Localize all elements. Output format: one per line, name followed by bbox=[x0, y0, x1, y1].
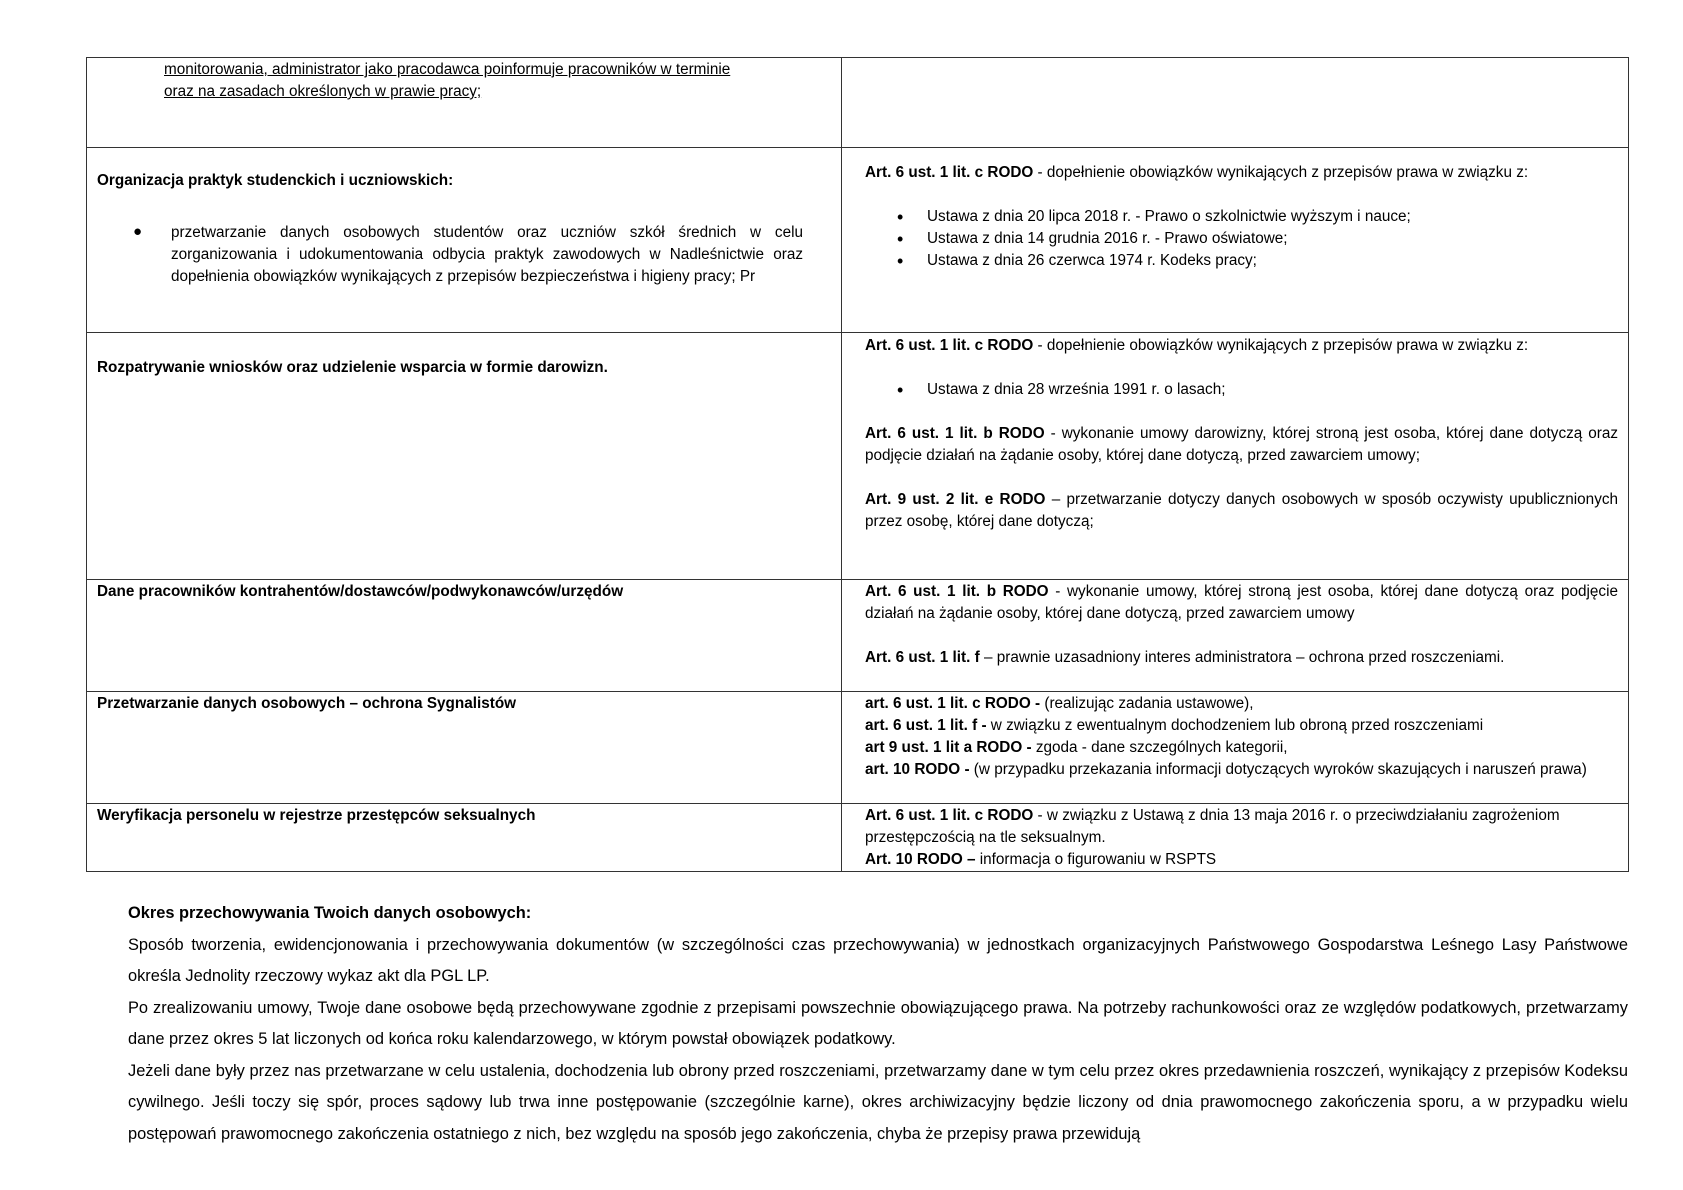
legal-basis-line: Art. 10 RODO – informacja o figurowaniu w RSPTS bbox=[865, 851, 1217, 868]
purpose-heading: Przetwarzanie danych osobowych – ochrona Sygnalistów bbox=[97, 695, 517, 712]
purpose-cell bbox=[87, 580, 842, 692]
table-row bbox=[87, 580, 1629, 692]
legal-basis-intro: Art. 6 ust. 1 lit. c RODO - dopełnienie obowiązków wynikających z przepisów prawa w związku z: bbox=[865, 164, 1529, 181]
legal-basis-cell bbox=[842, 804, 1629, 872]
legal-basis-line: art. 6 ust. 1 lit. c RODO - (realizując zadania ustawowe), bbox=[865, 695, 1254, 712]
legal-basis-cell bbox=[842, 580, 1629, 692]
legal-basis-cell bbox=[842, 148, 1629, 333]
statute-item: • Ustawa z dnia 26 czerwca 1974 r. Kodeks pracy; bbox=[865, 250, 1618, 272]
table-row bbox=[87, 148, 1629, 333]
legal-basis-line: art. 10 RODO - (w przypadku przekazania informacji dotyczących wyroków skazujących i naruszeń prawa) bbox=[865, 761, 1587, 778]
purpose-cell bbox=[87, 148, 842, 333]
purpose-cell bbox=[87, 804, 842, 872]
legal-basis-line: Art. 6 ust. 1 lit. c RODO - w związku z Ustawą z dnia 13 maja 2016 r. o przeciwdziałaniu zagrożeniom przestępczością na tle seksualnym. bbox=[865, 807, 1560, 846]
purpose-cell bbox=[87, 58, 842, 148]
legal-basis-cell bbox=[842, 58, 1629, 148]
retention-heading: Okres przechowywania Twoich danych osobowych: bbox=[128, 904, 532, 922]
legal-basis-line: art. 6 ust. 1 lit. f - w związku z ewentualnym dochodzeniem lub obroną przed roszczeniami bbox=[865, 717, 1484, 734]
legal-basis-paragraph: Art. 6 ust. 1 lit. b RODO - wykonanie umowy darowizny, której stroną jest osoba, której dane dotyczą oraz podjęcie działań na żądanie osoby, której dane dotyczą, przed zawarciem umowy; bbox=[865, 425, 1618, 464]
retention-paragraph: Jeżeli dane były przez nas przetwarzane w celu ustalenia, dochodzenia lub obrony przed roszczeniami, przetwarzamy dane w tym celu przez okres przedawnienia roszczeń, wynikający z przepisów Kodeksu cywilnego. Jeśli toczy się spór, proces sądowy lub trwa inne postępowanie (szczególnie karne), okres archiwizacyjny będzie liczony od dnia prawomocnego zakończenia sporu, a w przypadku wielu postępowań prawomocnego zakończenia ostatniego z nich, bez względu na sposób jego zakończenia, chyba że przepisy prawa przewidują bbox=[128, 1061, 1628, 1143]
purpose-heading: Organizacja praktyk studenckich i uczniowskich: bbox=[97, 172, 454, 189]
legal-basis-cell bbox=[842, 692, 1629, 804]
purposes-table bbox=[86, 57, 1629, 872]
purpose-heading: Weryfikacja personelu w rejestrze przestępców seksualnych bbox=[97, 807, 536, 824]
retention-section bbox=[128, 898, 1628, 1150]
statute-item: • Ustawa z dnia 28 września 1991 r. o lasach; bbox=[865, 379, 1618, 401]
table-row bbox=[87, 804, 1629, 872]
legal-basis-cell bbox=[842, 333, 1629, 580]
statute-item: • Ustawa z dnia 14 grudnia 2016 r. - Prawo oświatowe; bbox=[865, 228, 1618, 250]
purpose-bullet: ● przetwarzanie danych osobowych studentów oraz uczniów szkół średnich w celu zorganizowania i udokumentowania odbycia praktyk zawodowych w Nadleśnictwie oraz dopełnienia obowiązków wynikających z przepisów bezpieczeństwa i higieny pracy; Pr bbox=[97, 222, 803, 288]
statute-item: • Ustawa z dnia 20 lipca 2018 r. - Prawo o szkolnictwie wyższym i nauce; bbox=[865, 206, 1618, 228]
purpose-heading: Dane pracowników kontrahentów/dostawców/podwykonawców/urzędów bbox=[97, 583, 624, 600]
table-row bbox=[87, 333, 1629, 580]
retention-paragraph: Sposób tworzenia, ewidencjonowania i przechowywania dokumentów (w szczególności czas przechowywania) w jednostkach organizacyjnych Państwowego Gospodarstwa Leśnego Lasy Państwowe określa Jednolity rzeczowy wykaz akt dla PGL LP. bbox=[128, 935, 1628, 985]
legal-basis-line: art 9 ust. 1 lit a RODO - zgoda - dane szczególnych kategorii, bbox=[865, 739, 1288, 756]
legal-basis-paragraph: Art. 6 ust. 1 lit. f – prawnie uzasadniony interes administratora – ochrona przed roszczeniami. bbox=[865, 649, 1505, 666]
legal-basis-text bbox=[842, 58, 1628, 60]
table-row bbox=[87, 58, 1629, 148]
purpose-text-line: monitorowania, administrator jako pracodawca poinformuje pracowników w terminie bbox=[164, 61, 731, 78]
purpose-cell bbox=[87, 333, 842, 580]
table-row bbox=[87, 692, 1629, 804]
purpose-cell bbox=[87, 692, 842, 804]
purpose-text-line: oraz na zasadach określonych w prawie pracy; bbox=[164, 83, 482, 100]
legal-basis-paragraph: Art. 6 ust. 1 lit. b RODO - wykonanie umowy, której stroną jest osoba, której dane dotyczą oraz podjęcie działań na żądanie osoby, której dane dotyczą, przed zawarciem umowy bbox=[865, 583, 1618, 622]
legal-basis-paragraph: Art. 9 ust. 2 lit. e RODO – przetwarzanie dotyczy danych osobowych w sposób oczywisty upublicznionych przez osobę, której dane dotyczą; bbox=[865, 491, 1618, 530]
retention-paragraph: Po zrealizowaniu umowy, Twoje dane osobowe będą przechowywane zgodnie z przepisami powszechnie obowiązującego prawa. Na potrzeby rachunkowości oraz ze względów podatkowych, przetwarzamy dane przez okres 5 lat liczonych od końca roku kalendarzowego, w którym powstał obowiązek podatkowy. bbox=[128, 998, 1628, 1048]
statute-list bbox=[865, 379, 1618, 401]
legal-basis-intro: Art. 6 ust. 1 lit. c RODO - dopełnienie obowiązków wynikających z przepisów prawa w związku z: bbox=[865, 337, 1529, 354]
statute-list bbox=[865, 206, 1618, 272]
purpose-heading: Rozpatrywanie wniosków oraz udzielenie wsparcia w formie darowizn. bbox=[97, 359, 608, 376]
